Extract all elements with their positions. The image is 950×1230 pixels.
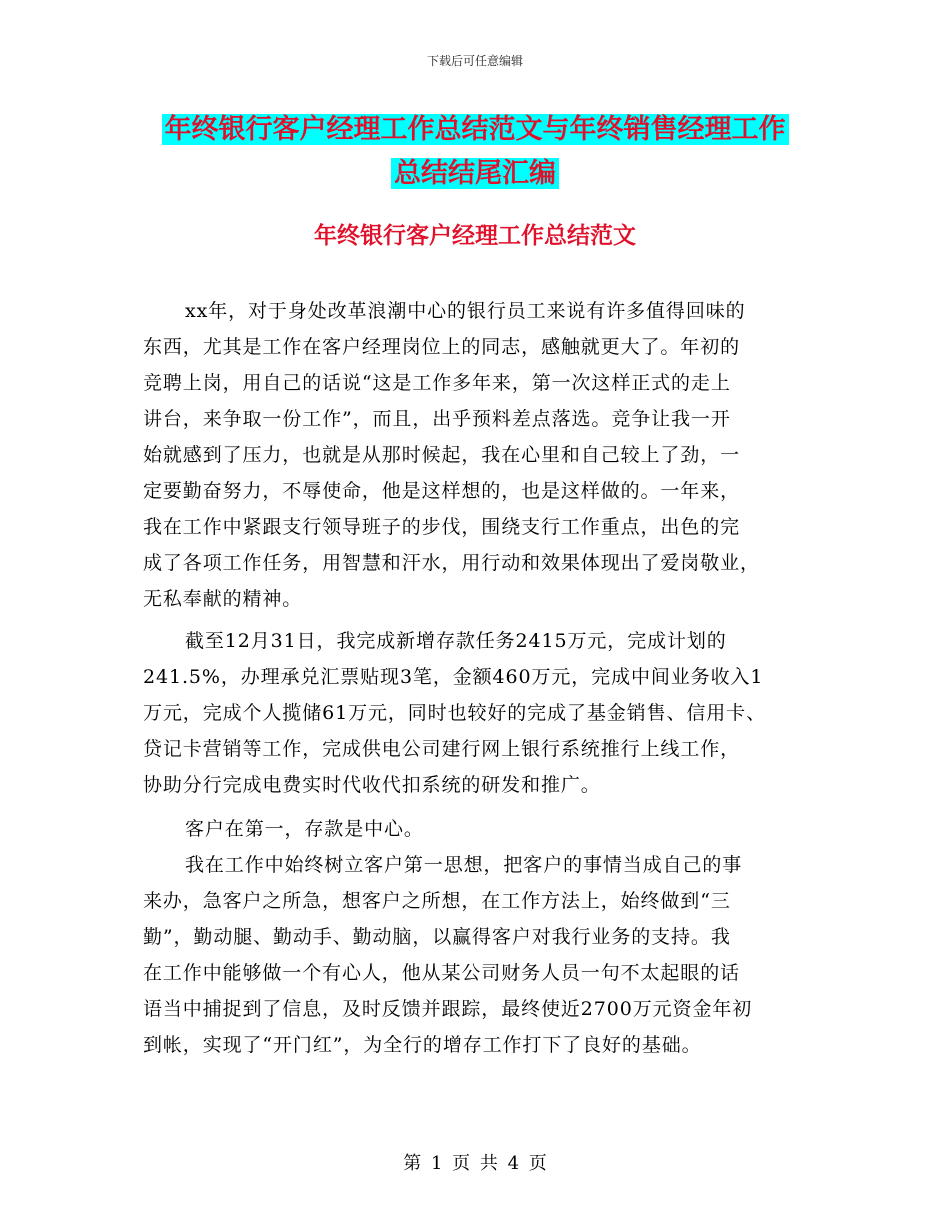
document-title-line-1 [0,112,950,148]
page-footer: 第 1 页 共 4 页 [403,1153,547,1174]
body-line-16: 我在工作中始终树立客户第一思想，把客户的事情当成自己的事 [185,854,743,876]
body-line-4: 讲台，来争取一份工作”，而且，出乎预料差点落选。竞争让我一开 [143,408,731,430]
body-line-10: 截至12月31日，我完成新增存款任务2415万元，完成计划的 [185,630,727,652]
body-line-14: 协助分行完成电费实时代收代扣系统的研发和推广。 [143,774,601,796]
body-line-17: 来办，急客户之所急，想客户之所想，在工作方法上，始终做到“三 [143,890,731,912]
body-line-8: 成了各项工作任务，用智慧和汗水，用行动和效果体现出了爱岗敬业， [143,552,760,574]
body-line-12: 万元，完成个人揽储61万元，同时也较好的完成了基金销售、信用卡、 [143,702,766,724]
body-line-3: 竞聘上岗，用自己的话说“这是工作多年来，第一次这样正式的走上 [143,372,731,394]
body-line-1: xx年，对于身处改革浪潮中心的银行员工来说有许多值得回味的 [185,300,746,322]
body-line-9: 无私奉献的精神。 [143,588,303,610]
body-line-15: 客户在第一，存款是中心。 [185,818,424,840]
body-line-20: 语当中捕捉到了信息，及时反馈并跟踪，最终使近2700万元资金年初 [143,998,753,1020]
body-line-11: 241.5%，办理承兑汇票贴现3笔，金额460万元，完成中间业务收入1 [143,666,764,688]
body-line-19: 在工作中能够做一个有心人，他从某公司财务人员一句不太起眼的话 [143,962,741,984]
body-line-21: 到帐，实现了“开门红”，为全行的增存工作打下了良好的基础。 [143,1034,702,1056]
body-line-2: 东西，尤其是工作在客户经理岗位上的同志，感触就更大了。年初的 [143,336,741,358]
body-line-6: 定要勤奋努力，不辱使命，他是这样想的，也是这样做的。一年来， [143,480,741,502]
body-line-13: 贷记卡营销等工作，完成供电公司建行网上银行系统推行上线工作， [143,738,741,760]
title-highlight-2: 总结结尾汇编 [391,158,559,189]
body-line-5: 始就感到了压力，也就是从那时候起，我在心里和自己较上了劲，一 [143,444,741,466]
body-line-7: 我在工作中紧跟支行领导班子的步伐，围绕支行工作重点，出色的完 [143,516,741,538]
body-line-18: 勤”，勤动腿、勤动手、勤动脑，以赢得客户对我行业务的支持。我 [143,926,731,948]
title-highlight-1: 年终银行客户经理工作总结范文与年终销售经理工作 [162,114,789,145]
section-title: 年终银行客户经理工作总结范文 [314,223,636,249]
document-title-line-2 [0,156,950,192]
header-note: 下载后可任意编辑 [426,54,523,68]
